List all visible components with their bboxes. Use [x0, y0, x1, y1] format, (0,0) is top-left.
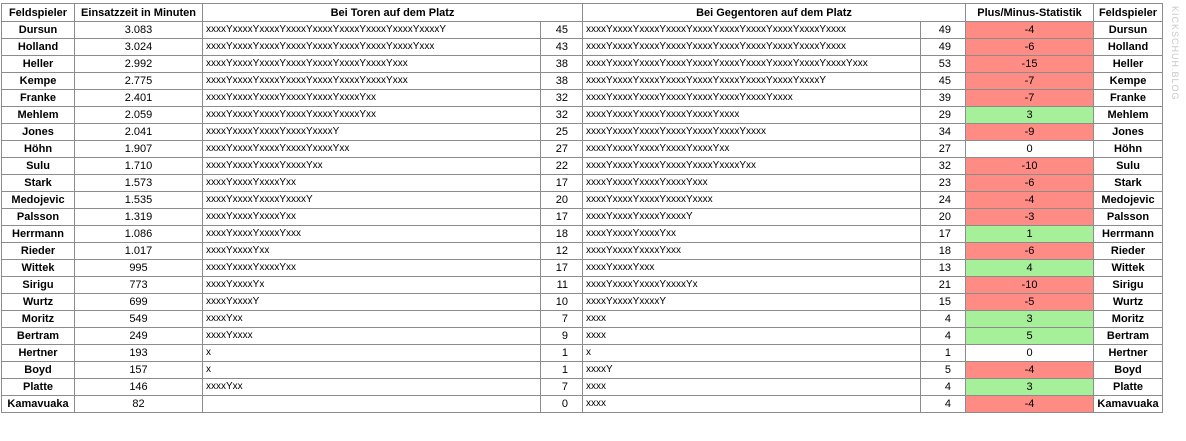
table-row [2, 294, 1163, 311]
player-name-right-cell: Wittek [1094, 260, 1163, 277]
goals-against-count-cell: 17 [921, 226, 966, 243]
goals-against-count-cell: 21 [921, 277, 966, 294]
goals-for-bar-cell: xxxxYxxxxYxxxxYxxxxY [203, 192, 541, 209]
goals-for-count-cell: 10 [541, 294, 583, 311]
minutes-cell: 549 [75, 311, 203, 328]
goals-against-count-cell: 53 [921, 56, 966, 73]
player-name-right-cell: Herrmann [1094, 226, 1163, 243]
goals-against-count-cell: 23 [921, 175, 966, 192]
header-player: Feldspieler [2, 4, 75, 22]
table-row [2, 396, 1163, 413]
goals-against-bar-cell: xxxxYxxxxYxxxxYxxxxYx [583, 277, 921, 294]
player-name-right-cell: Boyd [1094, 362, 1163, 379]
plus-minus-cell: -4 [966, 396, 1094, 413]
goals-for-bar-cell: xxxxYxxxxYxxxxYxxxxYxxxxYxxxxYxx [203, 90, 541, 107]
player-name-cell: Kamavuaka [2, 396, 75, 413]
goals-for-count-cell: 38 [541, 73, 583, 90]
plus-minus-cell: -6 [966, 39, 1094, 56]
player-name-right-cell: Kempe [1094, 73, 1163, 90]
goals-for-bar-cell: xxxxYxxxxYxx [203, 243, 541, 260]
minutes-cell: 3.083 [75, 22, 203, 39]
plus-minus-cell: -4 [966, 362, 1094, 379]
goals-against-count-cell: 45 [921, 73, 966, 90]
minutes-cell: 1.573 [75, 175, 203, 192]
plus-minus-cell: -10 [966, 158, 1094, 175]
plus-minus-cell: 5 [966, 328, 1094, 345]
goals-against-count-cell: 1 [921, 345, 966, 362]
goals-for-count-cell: 7 [541, 379, 583, 396]
goals-against-bar-cell: xxxxYxxxxYxxxxYxxxxYxxxx [583, 192, 921, 209]
minutes-cell: 1.086 [75, 226, 203, 243]
table-row [2, 175, 1163, 192]
goals-against-bar-cell: xxxx [583, 396, 921, 413]
minutes-cell: 773 [75, 277, 203, 294]
player-name-cell: Hertner [2, 345, 75, 362]
goals-against-bar-cell: xxxxY [583, 362, 921, 379]
player-name-cell: Medojevic [2, 192, 75, 209]
minutes-cell: 995 [75, 260, 203, 277]
minutes-cell: 157 [75, 362, 203, 379]
header-minutes: Einsatzzeit in Minuten [75, 4, 203, 22]
player-name-cell: Jones [2, 124, 75, 141]
player-name-cell: Palsson [2, 209, 75, 226]
goals-against-bar-cell: xxxx [583, 379, 921, 396]
player-name-right-cell: Dursun [1094, 22, 1163, 39]
player-name-cell: Sirigu [2, 277, 75, 294]
table-row [2, 158, 1163, 175]
goals-for-count-cell: 1 [541, 362, 583, 379]
plus-minus-cell: -6 [966, 243, 1094, 260]
goals-against-bar-cell: xxxxYxxxxYxxxxYxxxxYxxxxYxxxxYxxxxYxxxxYxxxxYxxxx [583, 39, 921, 56]
minutes-cell: 1.710 [75, 158, 203, 175]
player-name-cell: Boyd [2, 362, 75, 379]
goals-against-bar-cell: xxxxYxxxxYxxxxYxxx [583, 243, 921, 260]
goals-against-count-cell: 5 [921, 362, 966, 379]
plus-minus-cell: 1 [966, 226, 1094, 243]
player-name-right-cell: Jones [1094, 124, 1163, 141]
goals-against-bar-cell: xxxxYxxxxYxxxxYxxxxYxxxxYxx [583, 141, 921, 158]
goals-for-bar-cell [203, 396, 541, 413]
goals-against-bar-cell: xxxx [583, 311, 921, 328]
goals-against-count-cell: 32 [921, 158, 966, 175]
goals-against-bar-cell: xxxxYxxxxYxxxxYxxxxYxxx [583, 175, 921, 192]
table-row [2, 277, 1163, 294]
plus-minus-table [1, 3, 1163, 413]
goals-against-bar-cell: xxxxYxxxxYxxxxYxxxxYxxxxYxxxxYxx [583, 158, 921, 175]
goals-against-count-cell: 18 [921, 243, 966, 260]
plus-minus-cell: -10 [966, 277, 1094, 294]
table-row [2, 107, 1163, 124]
player-name-right-cell: Medojevic [1094, 192, 1163, 209]
goals-against-bar-cell: xxxxYxxxxYxxxxYxxxxYxxxxYxxxx [583, 107, 921, 124]
plus-minus-cell: 3 [966, 107, 1094, 124]
goals-for-bar-cell: xxxxYxxxxYxxxxYxxxxYxxxxYxxxxYxxxxYxxxxYxxxxY [203, 22, 541, 39]
plus-minus-cell: -6 [966, 175, 1094, 192]
minutes-cell: 2.401 [75, 90, 203, 107]
goals-for-count-cell: 25 [541, 124, 583, 141]
plus-minus-cell: -9 [966, 124, 1094, 141]
goals-against-bar-cell: xxxxYxxxxYxxxxYxx [583, 226, 921, 243]
player-name-right-cell: Platte [1094, 379, 1163, 396]
goals-for-count-cell: 20 [541, 192, 583, 209]
goals-against-count-cell: 4 [921, 311, 966, 328]
goals-against-count-cell: 49 [921, 22, 966, 39]
goals-against-count-cell: 4 [921, 379, 966, 396]
table-row [2, 345, 1163, 362]
goals-against-bar-cell: xxxxYxxxxYxxxxYxxxxYxxxxYxxxxYxxxxYxxxxYxxxxY [583, 73, 921, 90]
goals-against-count-cell: 29 [921, 107, 966, 124]
goals-against-count-cell: 27 [921, 141, 966, 158]
player-name-right-cell: Mehlem [1094, 107, 1163, 124]
goals-for-bar-cell: x [203, 345, 541, 362]
goals-for-bar-cell: xxxxYxxxxYxxxxYxx [203, 175, 541, 192]
goals-for-bar-cell: xxxxYxxxx [203, 328, 541, 345]
plus-minus-cell: 0 [966, 141, 1094, 158]
goals-for-count-cell: 45 [541, 22, 583, 39]
goals-against-count-cell: 13 [921, 260, 966, 277]
minutes-cell: 82 [75, 396, 203, 413]
table-row [2, 39, 1163, 56]
minutes-cell: 2.041 [75, 124, 203, 141]
player-name-right-cell: Holland [1094, 39, 1163, 56]
plus-minus-cell: 4 [966, 260, 1094, 277]
goals-for-bar-cell: xxxxYxx [203, 311, 541, 328]
goals-for-bar-cell: x [203, 362, 541, 379]
player-name-right-cell: Palsson [1094, 209, 1163, 226]
plus-minus-cell: -5 [966, 294, 1094, 311]
minutes-cell: 1.535 [75, 192, 203, 209]
goals-against-bar-cell: xxxxYxxxxYxxxxYxxxxYxxxxYxxxxYxxxxYxxxxYxxxxYxxxx [583, 22, 921, 39]
goals-against-count-cell: 15 [921, 294, 966, 311]
goals-for-count-cell: 43 [541, 39, 583, 56]
goals-for-count-cell: 22 [541, 158, 583, 175]
table-row [2, 22, 1163, 39]
table-row [2, 192, 1163, 209]
table-row [2, 328, 1163, 345]
player-name-right-cell: Heller [1094, 56, 1163, 73]
goals-for-count-cell: 18 [541, 226, 583, 243]
player-name-cell: Wittek [2, 260, 75, 277]
header-row [2, 4, 1163, 22]
goals-for-count-cell: 9 [541, 328, 583, 345]
goals-for-count-cell: 32 [541, 90, 583, 107]
minutes-cell: 193 [75, 345, 203, 362]
player-name-right-cell: Wurtz [1094, 294, 1163, 311]
goals-for-count-cell: 17 [541, 175, 583, 192]
plus-minus-cell: -4 [966, 22, 1094, 39]
table-row [2, 56, 1163, 73]
goals-for-bar-cell: xxxxYxx [203, 379, 541, 396]
minutes-cell: 1.319 [75, 209, 203, 226]
goals-for-bar-cell: xxxxYxxxxYxxxxYxx [203, 260, 541, 277]
table-row [2, 260, 1163, 277]
player-name-right-cell: Franke [1094, 90, 1163, 107]
table-row [2, 226, 1163, 243]
table-row [2, 243, 1163, 260]
player-name-cell: Bertram [2, 328, 75, 345]
goals-against-bar-cell: xxxxYxxxxYxxxxYxxxxY [583, 209, 921, 226]
plus-minus-cell: 3 [966, 379, 1094, 396]
watermark: KICKSCHUH.BLOG [1170, 6, 1180, 101]
minutes-cell: 2.992 [75, 56, 203, 73]
table-row [2, 379, 1163, 396]
goals-for-bar-cell: xxxxYxxxxYxxxxYxxxxYxxxxYxxxxYxxxxYxxx [203, 56, 541, 73]
goals-for-count-cell: 12 [541, 243, 583, 260]
goals-for-bar-cell: xxxxYxxxxYx [203, 277, 541, 294]
goals-for-bar-cell: xxxxYxxxxYxxxxYxxxxYxxxxYxxxxYxxxxYxxxxYxxx [203, 39, 541, 56]
player-name-cell: Heller [2, 56, 75, 73]
header-player-right: Feldspieler [1094, 4, 1163, 22]
goals-against-bar-cell: xxxxYxxxxYxxxxYxxxxYxxxxYxxxxYxxxxYxxxx [583, 90, 921, 107]
player-name-right-cell: Hertner [1094, 345, 1163, 362]
goals-for-bar-cell: xxxxYxxxxY [203, 294, 541, 311]
goals-for-bar-cell: xxxxYxxxxYxxxxYxxxxYxxxxYxxxxYxxxxYxxx [203, 73, 541, 90]
plus-minus-cell: 3 [966, 311, 1094, 328]
player-name-right-cell: Sulu [1094, 158, 1163, 175]
goals-for-count-cell: 0 [541, 396, 583, 413]
plus-minus-cell: -3 [966, 209, 1094, 226]
player-name-cell: Stark [2, 175, 75, 192]
plus-minus-cell: -7 [966, 73, 1094, 90]
table-row [2, 362, 1163, 379]
player-name-cell: Mehlem [2, 107, 75, 124]
goals-against-bar-cell: xxxxYxxxxYxxx [583, 260, 921, 277]
player-name-cell: Herrmann [2, 226, 75, 243]
goals-against-count-cell: 20 [921, 209, 966, 226]
minutes-cell: 1.907 [75, 141, 203, 158]
player-name-cell: Rieder [2, 243, 75, 260]
goals-for-count-cell: 7 [541, 311, 583, 328]
goals-for-count-cell: 17 [541, 209, 583, 226]
goals-for-bar-cell: xxxxYxxxxYxxxxYxx [203, 209, 541, 226]
goals-for-count-cell: 11 [541, 277, 583, 294]
goals-against-count-cell: 4 [921, 328, 966, 345]
player-name-right-cell: Sirigu [1094, 277, 1163, 294]
player-name-cell: Holland [2, 39, 75, 56]
minutes-cell: 699 [75, 294, 203, 311]
player-name-cell: Kempe [2, 73, 75, 90]
player-name-cell: Platte [2, 379, 75, 396]
player-name-cell: Franke [2, 90, 75, 107]
player-name-cell: Wurtz [2, 294, 75, 311]
goals-for-count-cell: 38 [541, 56, 583, 73]
goals-for-bar-cell: xxxxYxxxxYxxxxYxxx [203, 226, 541, 243]
goals-for-count-cell: 27 [541, 141, 583, 158]
player-name-cell: Höhn [2, 141, 75, 158]
goals-against-count-cell: 4 [921, 396, 966, 413]
minutes-cell: 2.775 [75, 73, 203, 90]
goals-for-bar-cell: xxxxYxxxxYxxxxYxxxxYxx [203, 158, 541, 175]
plus-minus-cell: 0 [966, 345, 1094, 362]
table-body [2, 22, 1163, 413]
goals-against-count-cell: 24 [921, 192, 966, 209]
goals-against-count-cell: 34 [921, 124, 966, 141]
goals-for-count-cell: 1 [541, 345, 583, 362]
table-row [2, 209, 1163, 226]
header-plus-minus: Plus/Minus-Statistik [966, 4, 1094, 22]
plus-minus-cell: -7 [966, 90, 1094, 107]
goals-for-count-cell: 32 [541, 107, 583, 124]
minutes-cell: 146 [75, 379, 203, 396]
goals-against-bar-cell: x [583, 345, 921, 362]
minutes-cell: 249 [75, 328, 203, 345]
goals-for-bar-cell: xxxxYxxxxYxxxxYxxxxYxxxxYxxxxYxx [203, 107, 541, 124]
minutes-cell: 3.024 [75, 39, 203, 56]
goals-against-count-cell: 39 [921, 90, 966, 107]
player-name-cell: Moritz [2, 311, 75, 328]
minutes-cell: 1.017 [75, 243, 203, 260]
player-name-right-cell: Stark [1094, 175, 1163, 192]
minutes-cell: 2.059 [75, 107, 203, 124]
goals-against-bar-cell: xxxxYxxxxYxxxxYxxxxYxxxxYxxxxYxxxxYxxxxYxxxxYxxxxYxxx [583, 56, 921, 73]
goals-for-bar-cell: xxxxYxxxxYxxxxYxxxxYxxxxYxx [203, 141, 541, 158]
table-row [2, 90, 1163, 107]
header-goals-for: Bei Toren auf dem Platz [203, 4, 583, 22]
player-name-cell: Sulu [2, 158, 75, 175]
plus-minus-cell: -4 [966, 192, 1094, 209]
player-name-right-cell: Bertram [1094, 328, 1163, 345]
player-name-right-cell: Rieder [1094, 243, 1163, 260]
player-name-cell: Dursun [2, 22, 75, 39]
goals-against-bar-cell: xxxxYxxxxYxxxxYxxxxYxxxxYxxxxYxxxx [583, 124, 921, 141]
player-name-right-cell: Moritz [1094, 311, 1163, 328]
goals-against-bar-cell: xxxxYxxxxYxxxxY [583, 294, 921, 311]
goals-against-count-cell: 49 [921, 39, 966, 56]
table-row [2, 311, 1163, 328]
table-row [2, 124, 1163, 141]
plus-minus-cell: -15 [966, 56, 1094, 73]
goals-for-count-cell: 17 [541, 260, 583, 277]
table-row [2, 73, 1163, 90]
table-row [2, 141, 1163, 158]
header-goals-against: Bei Gegentoren auf dem Platz [583, 4, 966, 22]
goals-against-bar-cell: xxxx [583, 328, 921, 345]
player-name-right-cell: Kamavuaka [1094, 396, 1163, 413]
goals-for-bar-cell: xxxxYxxxxYxxxxYxxxxYxxxxY [203, 124, 541, 141]
player-name-right-cell: Höhn [1094, 141, 1163, 158]
